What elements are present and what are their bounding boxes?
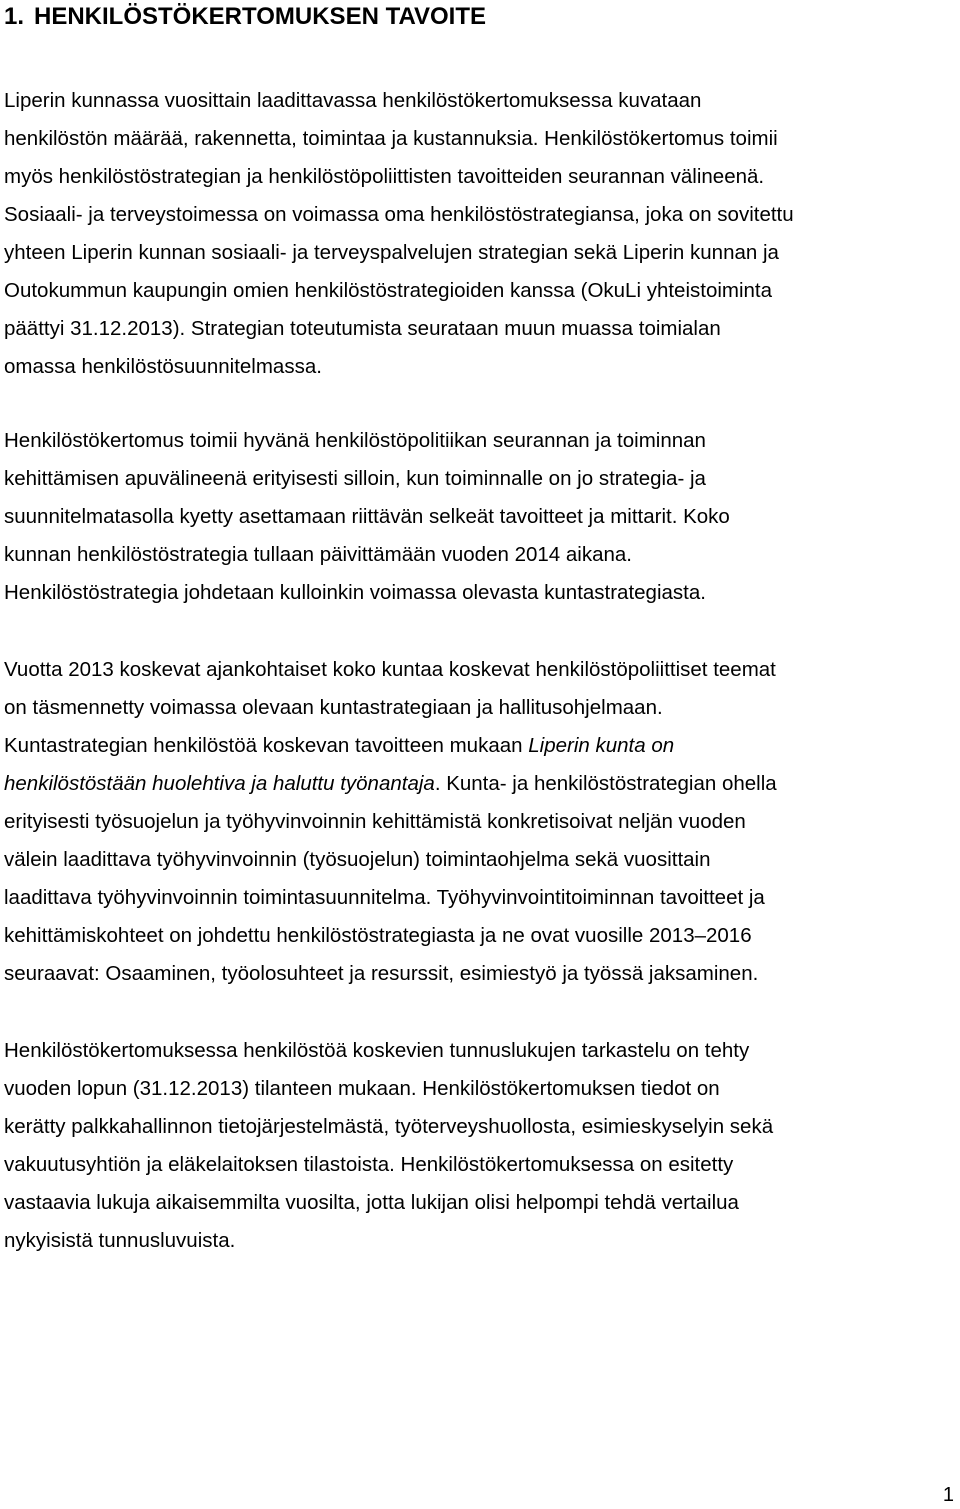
paragraph-line: henkilöstön määrää, rakennetta, toimintaa ja kustannuksia. Henkilöstökertomus toimii xyxy=(4,127,778,150)
paragraph-line xyxy=(4,765,960,803)
section-heading xyxy=(4,2,486,32)
paragraph-line: vastaavia lukuja aikaisemmilta vuosilta, jotta lukijan olisi helpompi tehdä vertailua xyxy=(4,1191,739,1214)
paragraph-line: Henkilöstökertomuksessa henkilöstöä koskevien tunnuslukujen tarkastelu on tehty xyxy=(4,1039,750,1062)
paragraph-line: Henkilöstöstrategia johdetaan kulloinkin voimassa olevasta kuntastrategiasta. xyxy=(4,581,706,604)
paragraph-line: Sosiaali- ja terveystoimessa on voimassa oma henkilöstöstrategiansa, joka on sovitettu xyxy=(4,203,794,226)
paragraph-line: omassa henkilöstösuunnitelmassa. xyxy=(4,355,322,378)
paragraph-line xyxy=(4,727,960,765)
paragraph-line: nykyisistä tunnusluvuista. xyxy=(4,1229,236,1252)
paragraph-3 xyxy=(4,651,960,993)
paragraph-2 xyxy=(4,422,960,612)
paragraph-line: laadittava työhyvinvoinnin toimintasuunnitelma. Työhyvinvointitoiminnan tavoitteet ja xyxy=(4,886,765,909)
paragraph-line: kerätty palkkahallinnon tietojärjestelmästä, työterveyshuollosta, esimieskyselyin sekä xyxy=(4,1115,774,1138)
paragraph-line: myös henkilöstöstrategian ja henkilöstöpoliittisten tavoitteiden seurannan välineenä. xyxy=(4,165,765,188)
section-number: 1. xyxy=(4,3,25,30)
paragraph-line: päättyi 31.12.2013). Strategian toteutumista seurataan muun muassa toimialan xyxy=(4,317,721,340)
paragraph-4 xyxy=(4,1032,960,1260)
paragraph-line: välein laadittava työhyvinvoinnin (työsuojelun) toimintaohjelma sekä vuosittain xyxy=(4,848,711,871)
page-number: 1 xyxy=(942,1484,954,1506)
plain-text: . Kunta- ja henkilöstöstrategian ohella xyxy=(434,772,777,795)
paragraph-line: Henkilöstökertomus toimii hyvänä henkilöstöpolitiikan seurannan ja toiminnan xyxy=(4,429,706,452)
paragraph-line: on täsmennetty voimassa olevaan kuntastrategiaan ja hallitusohjelmaan. xyxy=(4,696,663,719)
section-title: HENKILÖSTÖKERTOMUKSEN TAVOITE xyxy=(34,3,487,30)
paragraph-1 xyxy=(4,82,960,386)
paragraph-line: kehittämiskohteet on johdettu henkilöstöstrategiasta ja ne ovat vuosille 2013–2016 xyxy=(4,924,752,947)
italic-quote: henkilöstöstään huolehtiva ja haluttu työnantaja xyxy=(4,772,435,795)
paragraph-line: Liperin kunnassa vuosittain laadittavassa henkilöstökertomuksessa kuvataan xyxy=(4,89,702,112)
paragraph-line: Vuotta 2013 koskevat ajankohtaiset koko kuntaa koskevat henkilöstöpoliittiset teemat xyxy=(4,658,776,681)
paragraph-line: Outokummun kaupungin omien henkilöstöstrategioiden kanssa (OkuLi yhteistoiminta xyxy=(4,279,773,302)
paragraph-line: yhteen Liperin kunnan sosiaali- ja terveyspalvelujen strategian sekä Liperin kunnan ja xyxy=(4,241,779,264)
plain-text: Kuntastrategian henkilöstöä koskevan tavoitteen mukaan xyxy=(4,734,529,757)
paragraph-line: vuoden lopun (31.12.2013) tilanteen mukaan. Henkilöstökertomuksen tiedot on xyxy=(4,1077,720,1100)
paragraph-line: kunnan henkilöstöstrategia tullaan päivittämään vuoden 2014 aikana. xyxy=(4,543,632,566)
paragraph-line: suunnitelmatasolla kyetty asettamaan riittävän selkeät tavoitteet ja mittarit. Koko xyxy=(4,505,730,528)
paragraph-line: kehittämisen apuvälineenä erityisesti silloin, kun toiminnalle on jo strategia- ja xyxy=(4,467,706,490)
paragraph-line: erityisesti työsuojelun ja työhyvinvoinnin kehittämistä konkretisoivat neljän vuoden xyxy=(4,810,746,833)
italic-quote: Liperin kunta on xyxy=(528,734,675,757)
paragraph-line: vakuutusyhtiön ja eläkelaitoksen tilastoista. Henkilöstökertomuksessa on esitetty xyxy=(4,1153,734,1176)
paragraph-line: seuraavat: Osaaminen, työolosuhteet ja resurssit, esimiestyö ja työssä jaksaminen. xyxy=(4,962,759,985)
